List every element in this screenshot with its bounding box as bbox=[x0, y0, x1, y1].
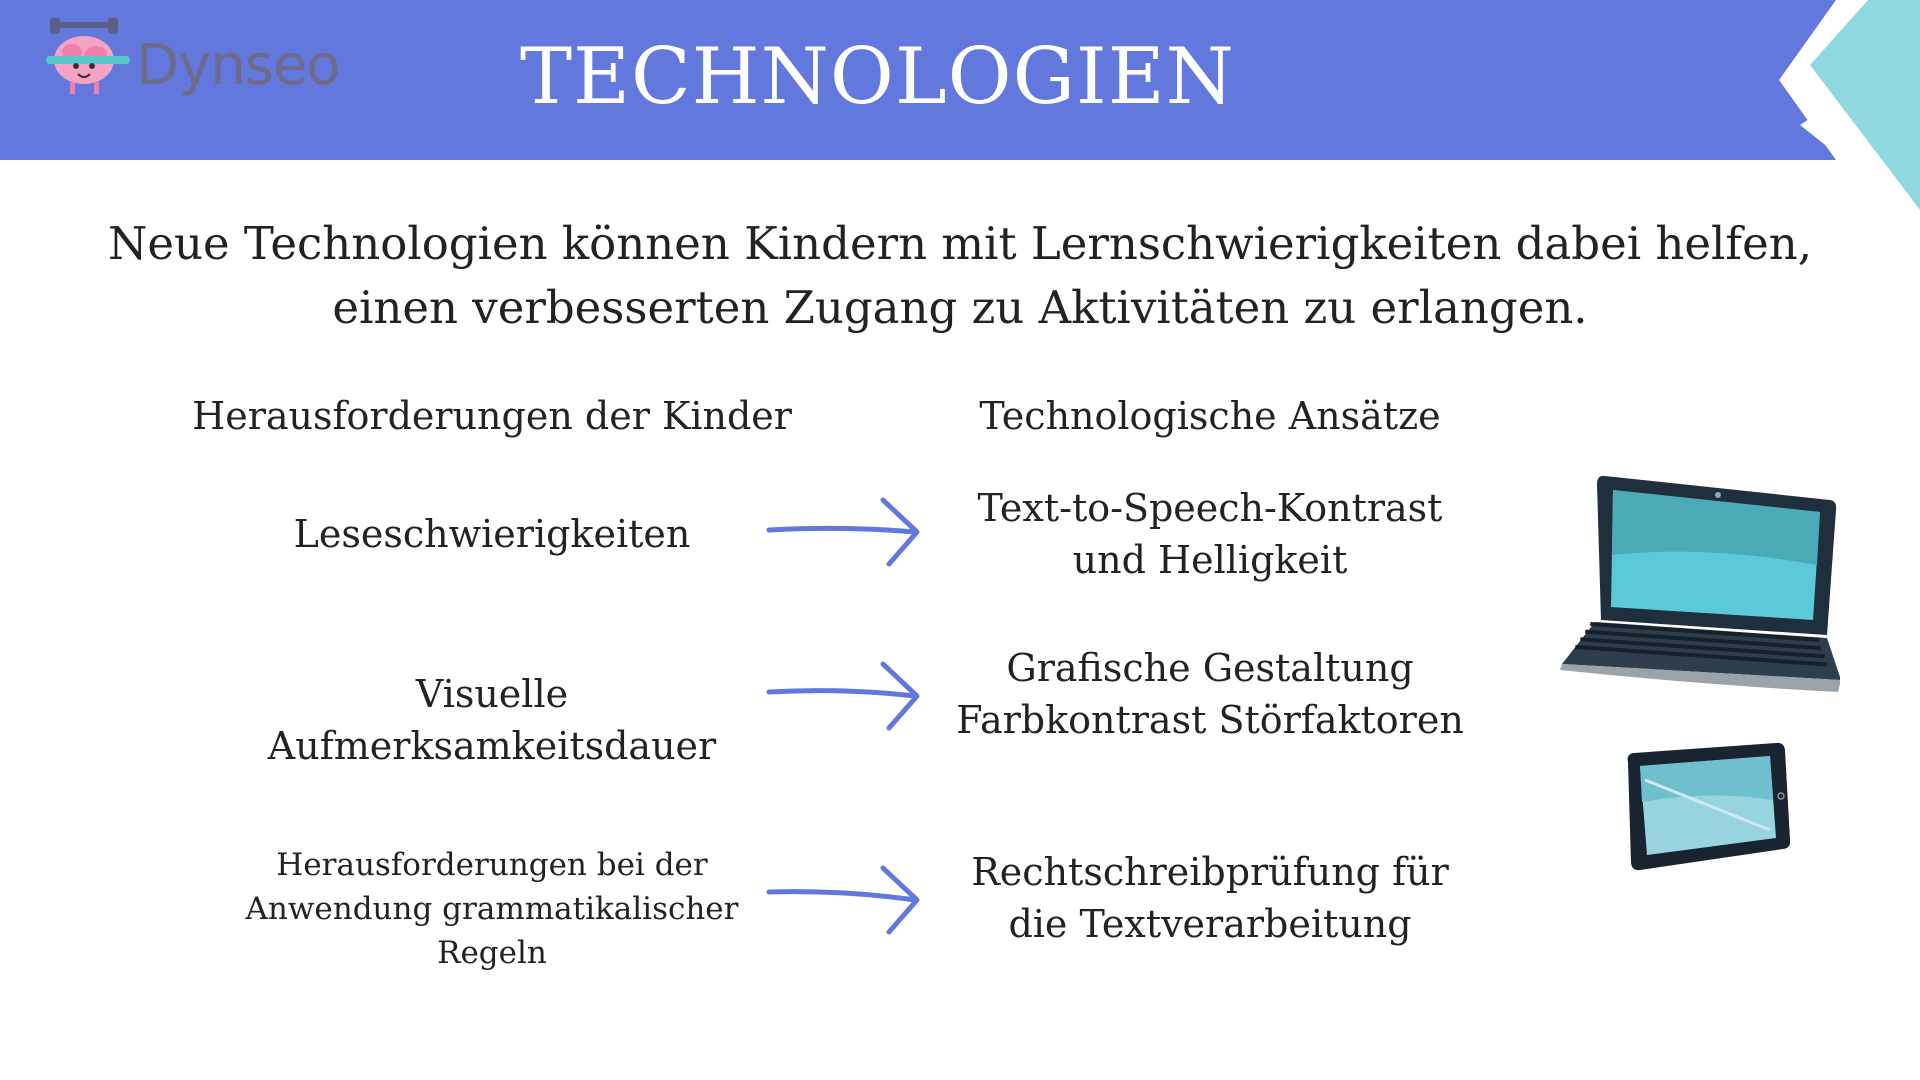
approach-cell bbox=[890, 642, 1530, 746]
approach-text: die Textverarbeitung bbox=[1008, 902, 1412, 946]
challenge-cell bbox=[172, 668, 812, 772]
intro-line: einen verbesserten Zugang zu Aktivitäten zu erlangen. bbox=[332, 281, 1588, 334]
corner-decoration bbox=[1780, 0, 1920, 210]
challenges-heading: Herausforderungen der Kinder bbox=[192, 394, 792, 438]
challenge-text: Leseschwierigkeiten bbox=[293, 512, 691, 556]
approach-text: Grafische Gestaltung bbox=[1006, 646, 1414, 690]
challenge-text: Aufmerksamkeitsdauer bbox=[267, 724, 717, 768]
brain-mascot-icon bbox=[40, 16, 150, 100]
intro-line: Neue Technologien können Kindern mit Lernschwierigkeiten dabei helfen, bbox=[107, 217, 1813, 270]
approach-cell bbox=[890, 846, 1530, 950]
challenge-text: Visuelle bbox=[415, 672, 569, 716]
challenge-text: Anwendung grammatikalischer bbox=[245, 891, 739, 927]
challenge-cell bbox=[172, 508, 812, 560]
approach-text: Text-to-Speech-Kontrast bbox=[977, 486, 1443, 530]
laptop-icon bbox=[1555, 470, 1840, 700]
approaches-heading: Technologische Ansätze bbox=[979, 394, 1441, 438]
challenge-text: Regeln bbox=[437, 935, 547, 971]
intro-text bbox=[60, 212, 1860, 340]
challenge-cell bbox=[172, 843, 812, 975]
approach-cell bbox=[890, 482, 1530, 586]
tablet-icon bbox=[1620, 740, 1795, 875]
approach-text: und Helligkeit bbox=[1072, 538, 1348, 582]
approach-text: Farbkontrast Störfaktoren bbox=[956, 698, 1464, 742]
page-title: TECHNOLOGIEN bbox=[520, 32, 1235, 122]
dynseo-logo bbox=[40, 16, 340, 100]
logo-text: Dynseo bbox=[136, 33, 340, 98]
challenge-text: Herausforderungen bei der bbox=[276, 847, 708, 883]
approach-text: Rechtschreibprüfung für bbox=[971, 850, 1449, 894]
